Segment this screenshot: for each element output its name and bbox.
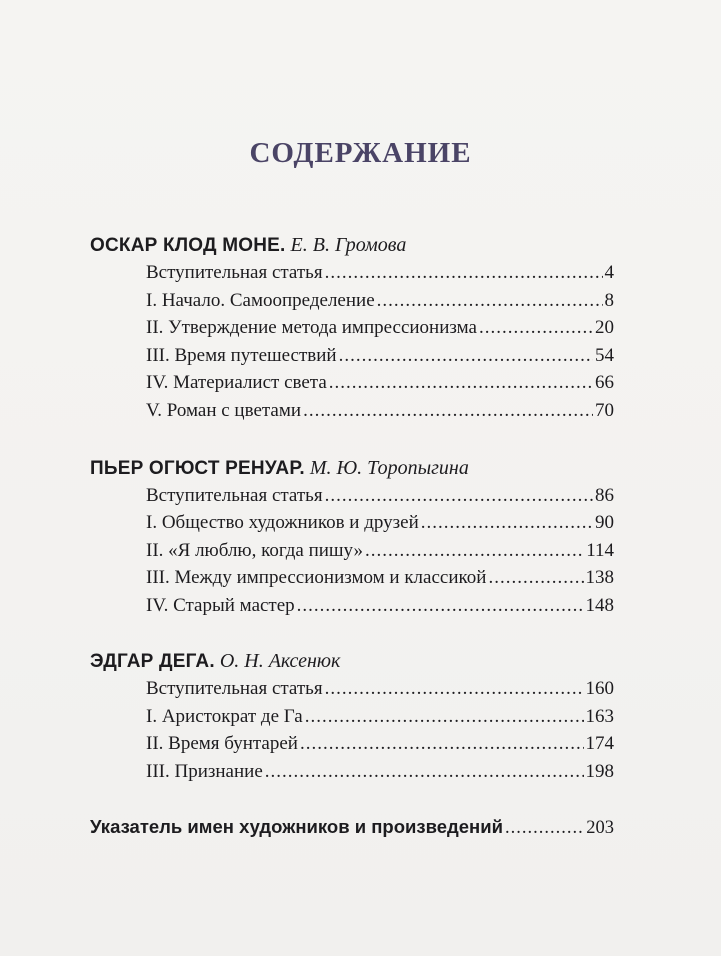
section-author: М. Ю. Торопыгина [309, 457, 469, 479]
dot-leader [325, 483, 593, 509]
toc-entry-label: I. Аристократ де Га [146, 706, 303, 727]
toc-entry[interactable] [146, 483, 614, 509]
toc-entry-page: 70 [595, 400, 614, 421]
section-artist-name: ОСКАР КЛОД МОНЕ. [90, 235, 286, 256]
section-author: Е. В. Громова [290, 234, 407, 256]
toc-entry-page: 20 [595, 317, 614, 338]
toc-entry[interactable] [146, 593, 614, 619]
page-title: СОДЕРЖАНИЕ [249, 137, 472, 169]
dot-leader [329, 370, 593, 396]
toc-entry-page: 138 [585, 567, 614, 588]
toc-entry-page: 163 [585, 706, 614, 727]
toc-entry-label: I. Начало. Самоопределение [146, 290, 375, 311]
toc-entry-label: III. Время путешествий [146, 345, 337, 366]
toc-entry-index[interactable] [90, 814, 614, 840]
toc-entry[interactable] [146, 288, 614, 314]
dot-leader [265, 759, 584, 785]
toc-entry-page: 54 [595, 345, 614, 366]
section-author: О. Н. Аксенюк [219, 650, 341, 672]
toc-entry-page: 160 [585, 678, 614, 699]
toc-entry[interactable] [146, 704, 614, 730]
toc-entry-label: III. Между импрессионизмом и классикой [146, 567, 487, 588]
dot-leader [479, 315, 593, 341]
section-heading-degas [90, 648, 630, 675]
toc-entry[interactable] [146, 370, 614, 396]
dot-leader [303, 398, 593, 424]
index-page: 203 [586, 818, 614, 838]
dot-leader [365, 538, 584, 564]
toc-entry-label: IV. Материалист света [146, 372, 327, 393]
dot-leader [377, 288, 603, 314]
section-heading-monet [90, 232, 630, 259]
dot-leader [339, 343, 593, 369]
dot-leader [505, 815, 584, 841]
toc-entry[interactable] [146, 260, 614, 286]
section-heading-renoir [90, 455, 630, 482]
toc-entry[interactable] [146, 398, 614, 424]
toc-entry-label: IV. Старый мастер [146, 595, 295, 616]
dot-leader [300, 731, 584, 757]
toc-entry-page: 86 [595, 485, 614, 506]
toc-entry-label: II. Время бунтарей [146, 733, 298, 754]
toc-entry-page: 114 [586, 540, 614, 561]
toc-entry-page: 90 [595, 512, 614, 533]
toc-entry-label: V. Роман с цветами [146, 400, 302, 421]
toc-entry-page: 66 [595, 372, 614, 393]
dot-leader [488, 565, 583, 591]
toc-entry-label: II. Утверждение метода импрессионизма [146, 317, 477, 338]
toc-entry[interactable] [146, 565, 614, 591]
toc-entry[interactable] [146, 343, 614, 369]
dot-leader [325, 260, 603, 286]
dot-leader [297, 593, 584, 619]
toc-entry[interactable] [146, 759, 614, 785]
dot-leader [305, 704, 584, 730]
dot-leader [421, 510, 593, 536]
toc-entry-label: Вступительная статья [146, 485, 323, 506]
toc-entry-label: III. Признание [146, 761, 263, 782]
toc-entry-page: 198 [585, 761, 614, 782]
toc-entry-label: Вступительная статья [146, 262, 323, 283]
toc-entry-page: 148 [585, 595, 614, 616]
section-artist-name: ЭДГАР ДЕГА. [90, 651, 215, 672]
toc-entry-label: Вступительная статья [146, 678, 323, 699]
dot-leader [325, 676, 584, 702]
toc-entry[interactable] [146, 510, 614, 536]
toc-entry-label: II. «Я люблю, когда пишу» [146, 540, 364, 561]
toc-entry[interactable] [146, 676, 614, 702]
toc-entry-page: 174 [585, 733, 614, 754]
toc-entry-label: I. Общество художников и друзей [146, 512, 419, 533]
toc-entry-page: 4 [604, 262, 614, 283]
toc-entry[interactable] [146, 731, 614, 757]
toc-entry-page: 8 [604, 290, 614, 311]
index-label: Указатель имен художников и произведений [90, 816, 503, 837]
toc-entry[interactable] [146, 538, 614, 564]
toc-entry[interactable] [146, 315, 614, 341]
section-artist-name: ПЬЕР ОГЮСТ РЕНУАР. [90, 458, 305, 479]
